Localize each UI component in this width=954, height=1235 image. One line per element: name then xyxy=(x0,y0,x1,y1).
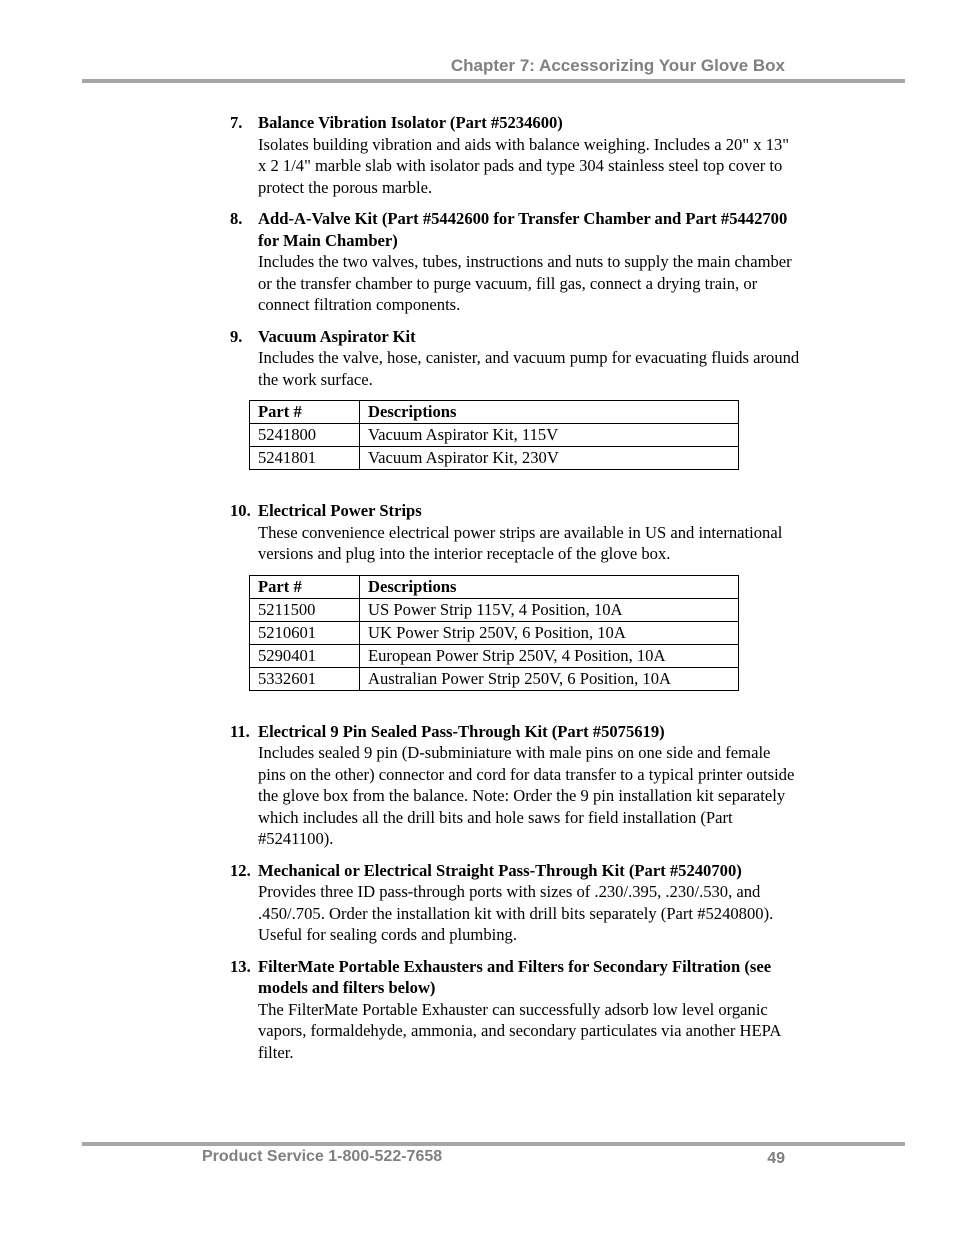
item-title: Mechanical or Electrical Straight Pass-Through Kit (Part #5240700) xyxy=(258,860,742,880)
item-description: Provides three ID pass-through ports with sizes of .230/.395, .230/.530, and .450/.705. Order the installation kit with drill bits separately (Part #5240800). Useful for sealing cords and plumbing. xyxy=(258,882,774,944)
table-cell: Vacuum Aspirator Kit, 230V xyxy=(360,447,739,470)
table-row xyxy=(250,667,739,690)
table-row xyxy=(250,621,739,644)
item-description: The FilterMate Portable Exhauster can successfully adsorb low level organic vapors, formaldehyde, ammonia, and secondary particulates via another HEPA filter. xyxy=(258,999,781,1062)
table-cell: US Power Strip 115V, 4 Position, 10A xyxy=(360,598,739,621)
parts-table xyxy=(249,400,739,470)
item-description: Includes sealed 9 pin (D-subminiature with male pins on one side and female pins on the other) connector and cord for data transfer to a typical printer outside the glove box from the balance. Note: Order the 9 pin installation kit separately which includes all the drill bits and hole saws for field installation (Part #5241100). xyxy=(258,743,795,848)
item-title: Balance Vibration Isolator (Part #5234600) xyxy=(258,113,563,132)
table-header-cell: Descriptions xyxy=(360,575,739,598)
parts-table xyxy=(249,575,739,691)
item-number: 13. xyxy=(230,956,251,976)
list-item xyxy=(230,860,800,946)
table-header-cell: Descriptions xyxy=(360,401,739,424)
item-title: Add-A-Valve Kit (Part #5442600 for Transfer Chamber and Part #5442700 for Main Chamber) xyxy=(258,209,788,250)
table-cell: Australian Power Strip 250V, 6 Position, 10A xyxy=(360,667,739,690)
list-item xyxy=(230,721,800,850)
product-service-phone: Product Service 1-800-522-7658 xyxy=(202,1148,443,1165)
table-cell: European Power Strip 250V, 4 Position, 10A xyxy=(360,644,739,667)
table-cell: 5210601 xyxy=(250,621,360,644)
table-row xyxy=(250,424,739,447)
header-rule xyxy=(82,79,905,83)
item-heading xyxy=(230,500,800,522)
table-cell: 5332601 xyxy=(250,667,360,690)
item-title: FilterMate Portable Exhausters and Filters for Secondary Filtration (see models and filters below) xyxy=(258,956,772,997)
table-header-row xyxy=(250,401,739,424)
item-title: Electrical 9 Pin Sealed Pass-Through Kit (Part #5075619) xyxy=(258,721,665,741)
item-title: Electrical Power Strips xyxy=(258,501,422,520)
item-description: These convenience electrical power strips are available in US and international versions and plug into the interior receptacle of the glove box. xyxy=(258,522,783,563)
table-cell: 5241801 xyxy=(250,447,360,470)
item-title: Vacuum Aspirator Kit xyxy=(258,326,416,346)
table-header-cell: Part # xyxy=(250,401,360,424)
item-number: 12. xyxy=(230,860,251,880)
item-number: 8. xyxy=(230,209,243,228)
document-body xyxy=(230,112,800,1073)
table-row xyxy=(250,447,739,470)
item-number: 7. xyxy=(230,113,243,132)
table-header-cell: Part # xyxy=(250,575,360,598)
table-cell: Vacuum Aspirator Kit, 115V xyxy=(360,424,739,447)
list-item xyxy=(230,208,800,316)
table-cell: 5211500 xyxy=(250,598,360,621)
table-row xyxy=(250,644,739,667)
footer-rule xyxy=(82,1142,905,1146)
table-cell: UK Power Strip 250V, 6 Position, 10A xyxy=(360,621,739,644)
table-header-row xyxy=(250,575,739,598)
item-heading xyxy=(230,112,800,134)
list-item xyxy=(230,326,800,491)
item-description: Includes the two valves, tubes, instructions and nuts to supply the main chamber or the transfer chamber to purge vacuum, fill gas, connect a drying train, or connect filtration components. xyxy=(258,252,792,314)
table-cell: 5241800 xyxy=(250,424,360,447)
list-item xyxy=(230,500,800,711)
item-number: 11. xyxy=(230,721,250,741)
item-description: Isolates building vibration and aids with balance weighing. Includes a 20" x 13" x 2 1/4" marble slab with isolator pads and type 304 stainless steel top cover to protect the porous marble. xyxy=(258,134,790,197)
item-heading xyxy=(230,208,800,251)
table-row xyxy=(250,598,739,621)
page-number: 49 xyxy=(767,1150,785,1167)
chapter-title: Chapter 7: Accessorizing Your Glove Box xyxy=(450,56,785,75)
list-item xyxy=(230,112,800,198)
item-heading xyxy=(230,860,800,882)
list-item xyxy=(230,956,800,1064)
item-number: 9. xyxy=(230,326,243,346)
item-heading xyxy=(230,956,800,999)
item-description: Includes the valve, hose, canister, and vacuum pump for evacuating fluids around the work surface. xyxy=(258,348,800,389)
item-heading xyxy=(230,721,800,743)
item-heading xyxy=(230,326,800,348)
item-number: 10. xyxy=(230,501,251,520)
table-cell: 5290401 xyxy=(250,644,360,667)
